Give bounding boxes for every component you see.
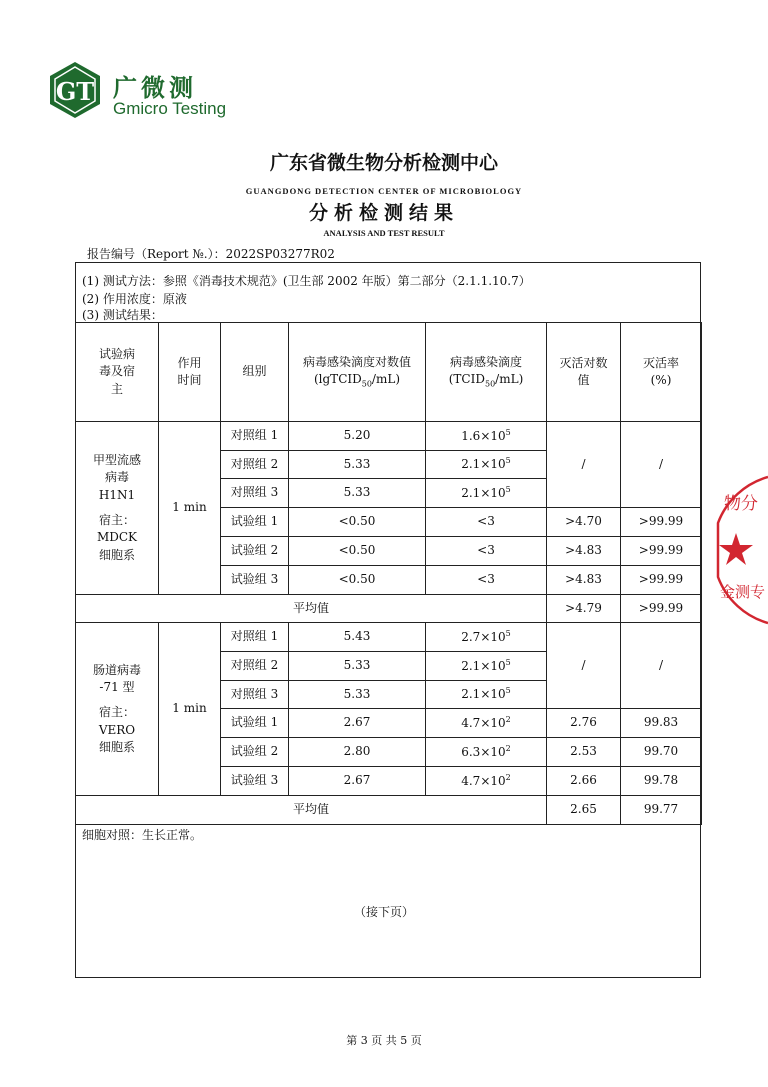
log-titer-cell: <0.50 [289, 566, 426, 595]
log-titer-cell: 5.43 [289, 623, 426, 652]
rate-cell: 99.70 [621, 738, 702, 767]
rate-cell: 99.78 [621, 767, 702, 796]
rate-cell: 99.83 [621, 709, 702, 738]
reduction-cell: >4.83 [547, 566, 621, 595]
continued-note: （接下页） [353, 905, 414, 919]
average-row [76, 796, 702, 825]
log-titer-cell: 2.67 [289, 767, 426, 796]
log-titer-cell: 5.33 [289, 451, 426, 479]
group-cell: 试验组 2 [221, 537, 289, 566]
reduction-cell: 2.66 [547, 767, 621, 796]
svg-text:GT: GT [55, 77, 95, 106]
group-cell: 试验组 1 [221, 508, 289, 537]
reduction-cell: 2.53 [547, 738, 621, 767]
log-titer-cell: 5.33 [289, 479, 426, 508]
group-cell: 试验组 2 [221, 738, 289, 767]
average-reduction: >4.79 [547, 595, 621, 623]
average-label: 平均值 [76, 595, 547, 623]
average-reduction: 2.65 [547, 796, 621, 825]
titer-cell: $2.7\times 10^5$ [426, 623, 547, 652]
control-rate-cell: / [621, 623, 702, 709]
official-seal [712, 475, 768, 625]
titer-cell: $4.7\times 10^2$ [426, 767, 547, 796]
group-cell: 对照组 2 [221, 652, 289, 681]
results-table [75, 322, 702, 825]
titer-cell: $2.1\times 10^5$ [426, 451, 547, 479]
log-titer-cell: 2.80 [289, 738, 426, 767]
reduction-cell: >4.83 [547, 537, 621, 566]
table-row [76, 623, 702, 652]
group-cell: 对照组 3 [221, 479, 289, 508]
header-titer: 病毒感染滴度 $(TCID_{50}/mL)$ [426, 323, 547, 422]
svg-text:物分: 物分 [724, 494, 758, 514]
header-kill-rate: 灭活率 (%) [621, 323, 702, 422]
log-titer-cell: <0.50 [289, 508, 426, 537]
log-titer-cell: 5.33 [289, 652, 426, 681]
average-rate: >99.99 [621, 595, 702, 623]
logo-english-name: Gmicro Testing [113, 99, 227, 118]
table-row [76, 422, 702, 451]
results-label: (3) 测试结果： [82, 308, 163, 322]
reduction-cell: >4.70 [547, 508, 621, 537]
report-number: 报告编号（Report №.）：2022SP03277R02 [87, 247, 335, 261]
average-rate: 99.77 [621, 796, 702, 825]
center-title-cn: 广东省微生物分析检测中心 [269, 152, 498, 174]
header-virus-host: 试验病毒及宿主 [76, 323, 159, 422]
cell-control-note: 细胞对照：生长正常。 [82, 828, 203, 842]
report-title-en: ANALYSIS AND TEST RESULT [323, 228, 445, 238]
titer-cell: $6.3\times 10^2$ [426, 738, 547, 767]
report-title-cn: 分析检测结果 [308, 202, 459, 224]
test-method: (1) 测试方法：参照《消毒技术规范》(卫生部 2002 年版）第二部分（2.1.1.10.7） [82, 274, 531, 288]
group-cell: 试验组 3 [221, 566, 289, 595]
control-reduction-cell: / [547, 422, 621, 508]
log-titer-cell: <0.50 [289, 537, 426, 566]
page-number: 第 3 页 共 5 页 [346, 1034, 422, 1047]
control-rate-cell: / [621, 422, 702, 508]
company-logo [45, 60, 105, 120]
rate-cell: >99.99 [621, 566, 702, 595]
header-log-titer: 病毒感染滴度对数值 (lgTCID$_{50}$/mL) [289, 323, 426, 422]
log-titer-cell: 5.20 [289, 422, 426, 451]
group-cell: 对照组 2 [221, 451, 289, 479]
titer-cell: $1.6\times 10^5$ [426, 422, 547, 451]
group-cell: 对照组 1 [221, 422, 289, 451]
logo-chinese-name: 广微测 [113, 74, 197, 102]
group-cell: 试验组 3 [221, 767, 289, 796]
group-cell: 试验组 1 [221, 709, 289, 738]
center-title-en: GUANGDONG DETECTION CENTER OF MICROBIOLOGY [245, 186, 523, 196]
group-cell: 对照组 3 [221, 681, 289, 709]
titer-cell: <3 [426, 537, 547, 566]
rate-cell: >99.99 [621, 508, 702, 537]
rate-cell: >99.99 [621, 537, 702, 566]
time-cell: 1 min [159, 623, 221, 796]
titer-cell: <3 [426, 508, 547, 537]
log-titer-cell: 2.67 [289, 709, 426, 738]
titer-cell: $2.1\times 10^5$ [426, 652, 547, 681]
concentration: (2) 作用浓度：原液 [82, 292, 187, 306]
log-titer-cell: 5.33 [289, 681, 426, 709]
average-label: 平均值 [76, 796, 547, 825]
header-log-reduction: 灭活对数值 [547, 323, 621, 422]
titer-cell: $2.1\times 10^5$ [426, 479, 547, 508]
virus-host-cell: 甲型流感 病毒 H1N1 宿主： MDCK 细胞系 [76, 422, 159, 595]
titer-cell: $4.7\times 10^2$ [426, 709, 547, 738]
header-group: 组别 [221, 323, 289, 422]
table-header-row [76, 323, 702, 422]
header-time: 作用时间 [159, 323, 221, 422]
svg-text:金测专: 金测专 [720, 583, 766, 601]
titer-cell: $2.1\times 10^5$ [426, 681, 547, 709]
titer-cell: <3 [426, 566, 547, 595]
group-cell: 对照组 1 [221, 623, 289, 652]
average-row [76, 595, 702, 623]
virus-host-cell: 肠道病毒 -71 型 宿主： VERO 细胞系 [76, 623, 159, 796]
reduction-cell: 2.76 [547, 709, 621, 738]
control-reduction-cell: / [547, 623, 621, 709]
time-cell: 1 min [159, 422, 221, 595]
